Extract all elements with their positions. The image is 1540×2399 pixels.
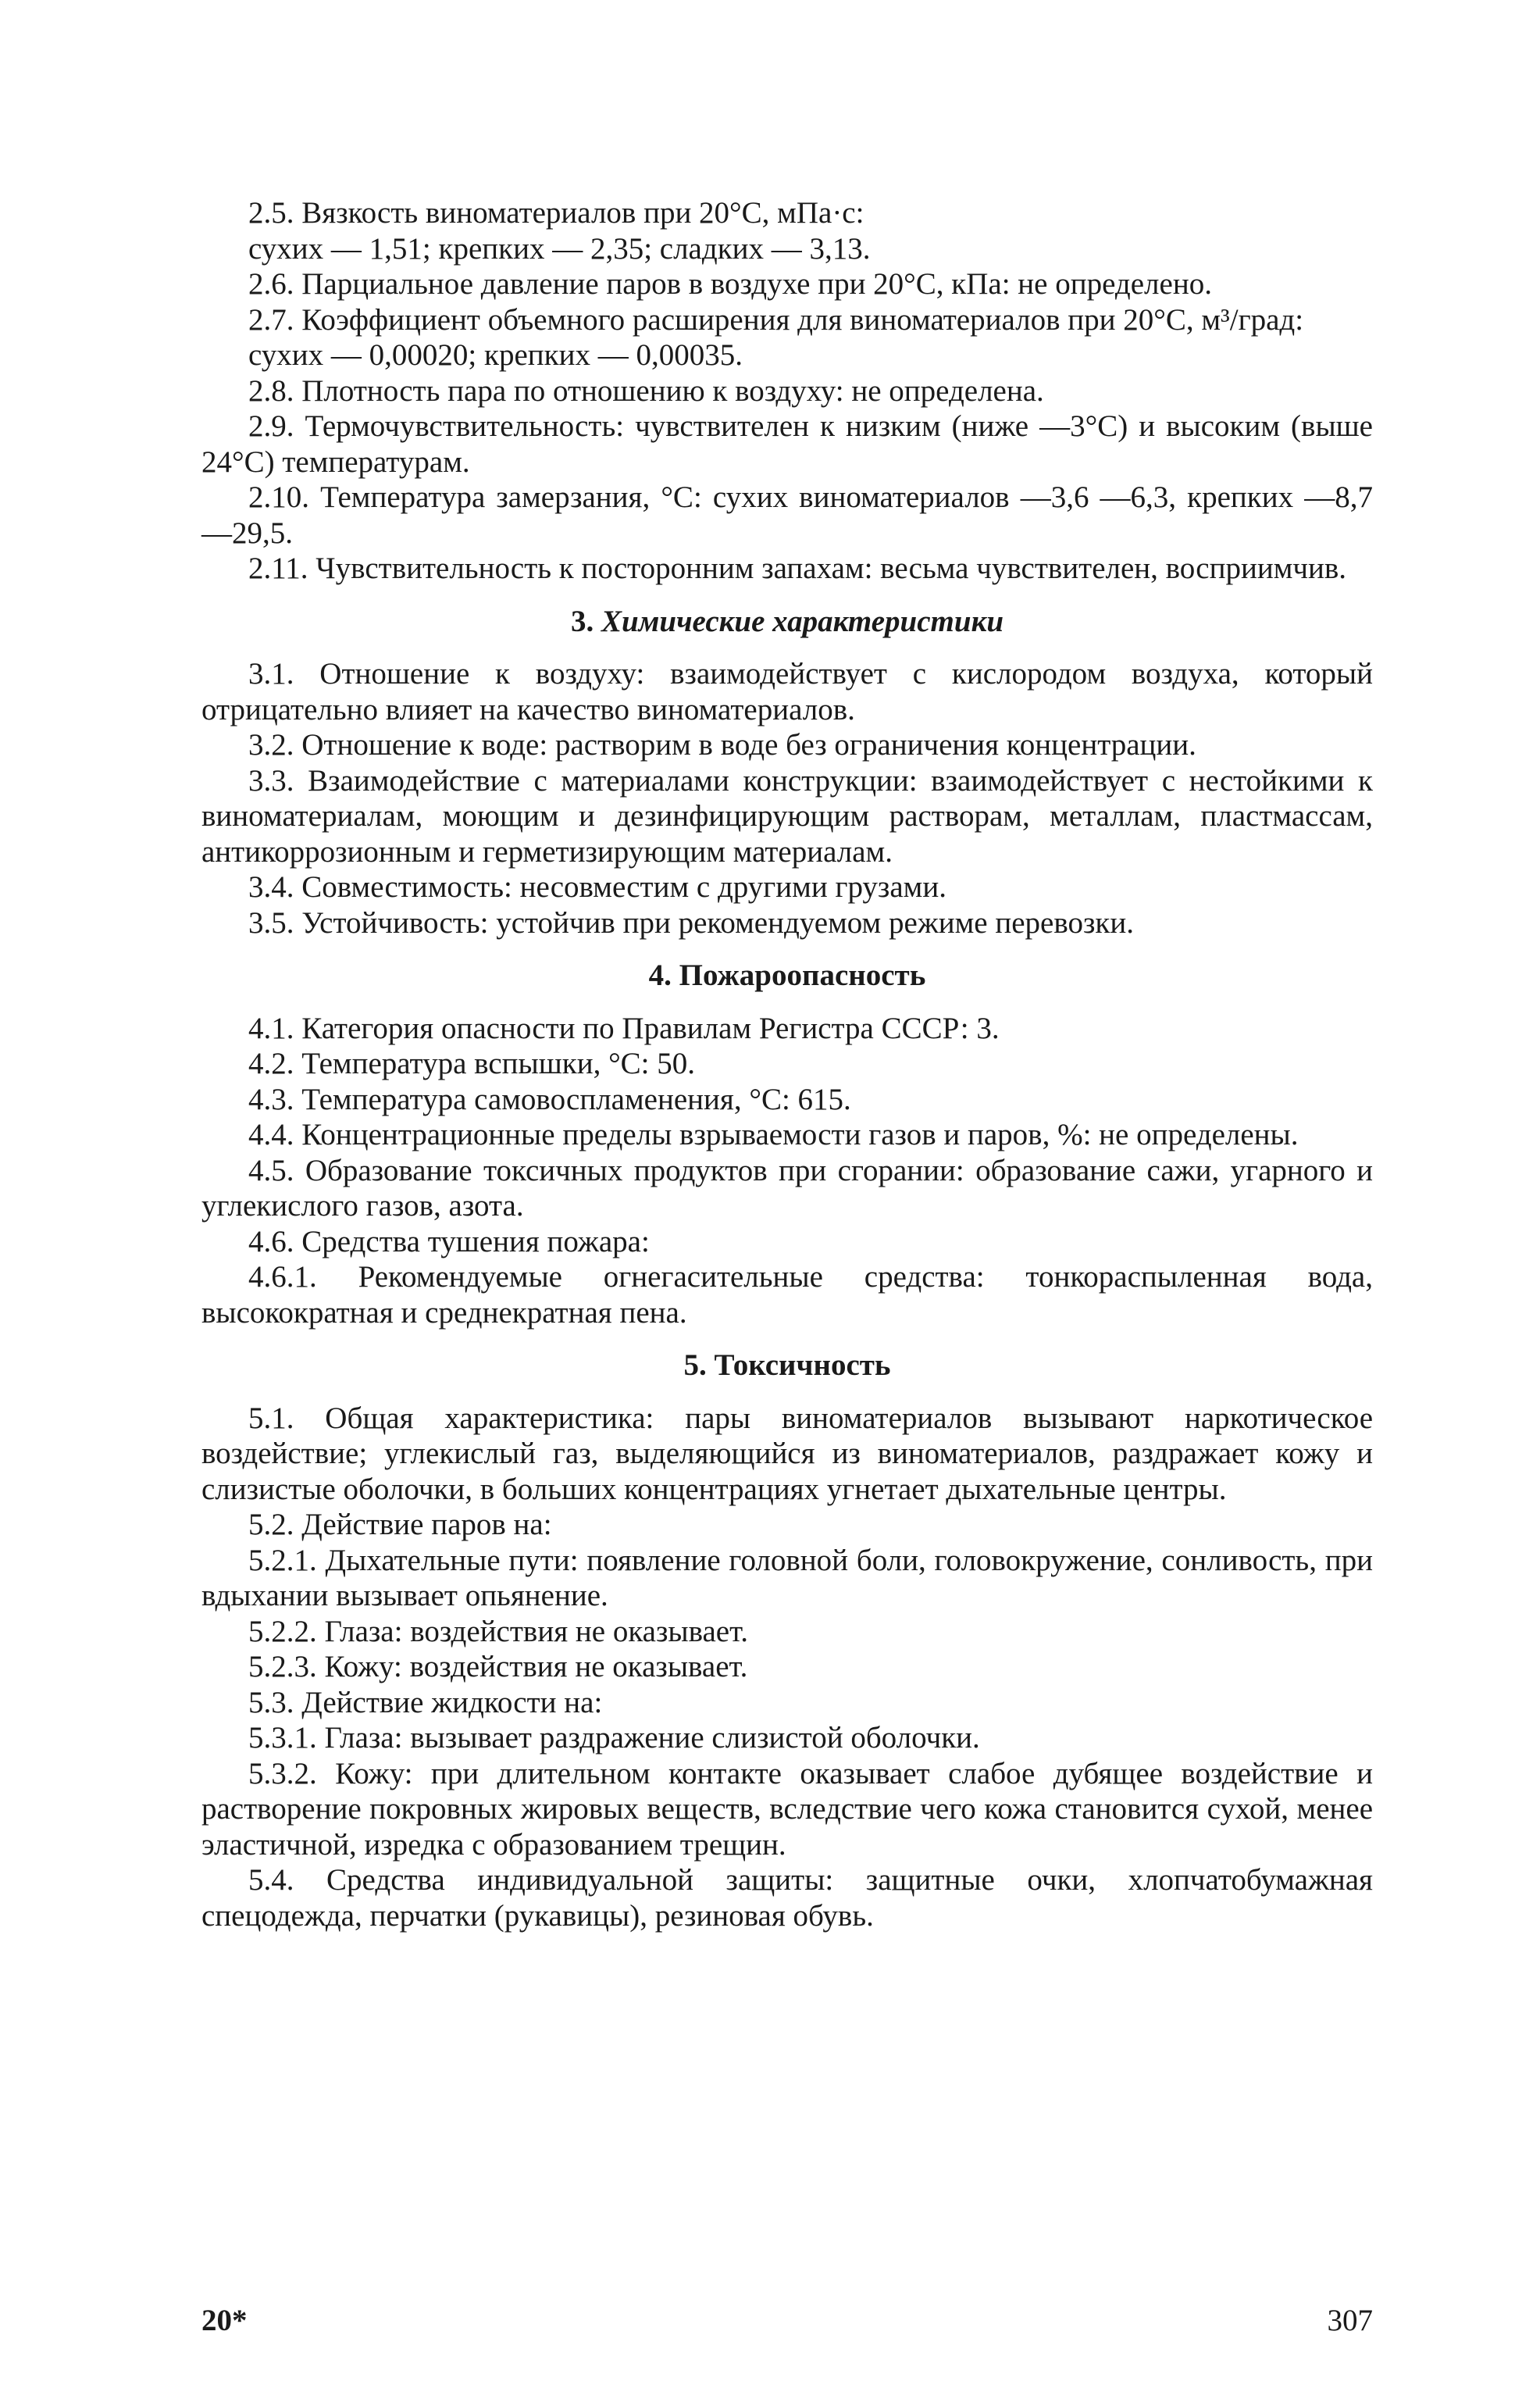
- paragraph-4-5: 4.5. Образование токсичных продуктов при сгорании: образование сажи, угарного и углекислого газов, азота.: [201, 1153, 1373, 1223]
- section-3-heading: [201, 604, 1373, 640]
- section-5-number: 5.: [683, 1348, 707, 1382]
- paragraph-2-11: 2.11. Чувствительность к посторонним запахам: весьма чувствителен, восприимчив.: [248, 552, 1347, 585]
- paragraph-2-9: 2.9. Термочувствительность: чувствителен к низким (ниже —3°С) и высоким (выше 24°С) температурам.: [201, 409, 1373, 479]
- paragraph-5-2-2: 5.2.2. Глаза: воздействия не оказывает.: [248, 1614, 748, 1648]
- paragraph-5-3-2: 5.3.2. Кожу: при длительном контакте оказывает слабое дубящее воздействие и растворение покровных жировых веществ, вследствие чего кожа становится сухой, менее эластичной, изредка с образованием трещин.: [201, 1756, 1373, 1862]
- section-4-number: 4.: [648, 959, 672, 992]
- paragraph-5-3: 5.3. Действие жидкости на:: [248, 1685, 603, 1719]
- paragraph-2-5-values: сухих — 1,51; крепких — 2,35; сладких — 3,13.: [248, 231, 871, 266]
- paragraph-3-3: 3.3. Взаимодействие с материалами конструкции: взаимодействует с нестойкими к виноматериалам, моющим и дезинфицирующим растворам, металлам, пластмассам, антикоррозионным и герметизирующим материалам.: [201, 763, 1373, 869]
- section-4-title: Пожароопасность: [679, 959, 926, 992]
- paragraph-5-1: 5.1. Общая характеристика: пары виноматериалов вызывают наркотическое воздействие; углекислый газ, выделяющийся из виноматериалов, раздражает кожу и слизистые оболочки, в больших концентрациях угнетает дыхательные центры.: [201, 1401, 1373, 1506]
- paragraph-4-6: 4.6. Средства тушения пожара:: [248, 1224, 650, 1258]
- paragraph-5-2: 5.2. Действие паров на:: [248, 1508, 552, 1541]
- paragraph-2-5: 2.5. Вязкость виноматериалов при 20°С, мПа·с:: [248, 196, 864, 230]
- section-5-heading: [201, 1348, 1373, 1383]
- signature-mark: 20*: [201, 2304, 248, 2337]
- paragraph-4-4: 4.4. Концентрационные пределы взрываемости газов и паров, %: не определены.: [248, 1118, 1299, 1151]
- section-3-number: 3.: [570, 604, 594, 638]
- paragraph-2-7-values: сухих — 0,00020; крепких — 0,00035.: [248, 338, 743, 372]
- paragraph-2-6: 2.6. Парциальное давление паров в воздухе при 20°С, кПа: не определено.: [248, 267, 1212, 301]
- paragraph-5-3-1: 5.3.1. Глаза: вызывает раздражение слизистой оболочки.: [248, 1721, 980, 1755]
- paragraph-5-4: 5.4. Средства индивидуальной защиты: защитные очки, хлопчатобумажная спецодежда, перчатки (рукавицы), резиновая обувь.: [201, 1863, 1373, 1933]
- paragraph-3-1: 3.1. Отношение к воздуху: взаимодействует с кислородом воздуха, который отрицательно влияет на качество виноматериалов.: [201, 657, 1373, 726]
- section-3-title: Химические характеристики: [601, 604, 1004, 638]
- page-body: [201, 195, 1373, 1933]
- paragraph-3-4: 3.4. Совместимость: несовместим с другими грузами.: [248, 870, 946, 904]
- paragraph-2-10: 2.10. Температура замерзания, °С: сухих виноматериалов —3,6 —6,3, крепких —8,7 —29,5.: [201, 480, 1373, 550]
- paragraph-5-2-3: 5.2.3. Кожу: воздействия не оказывает.: [248, 1650, 748, 1683]
- page-number: 307: [1327, 2304, 1373, 2337]
- paragraph-3-5: 3.5. Устойчивость: устойчив при рекомендуемом режиме перевозки.: [248, 905, 1134, 940]
- paragraph-4-2: 4.2. Температура вспышки, °С: 50.: [248, 1047, 696, 1080]
- section-5-title: Токсичность: [714, 1348, 891, 1382]
- paragraph-5-2-1: 5.2.1. Дыхательные пути: появление головной боли, головокружение, сонливость, при вдыхании вызывает опьянение.: [201, 1543, 1373, 1612]
- section-4-heading: [201, 958, 1373, 994]
- paragraph-3-2: 3.2. Отношение к воде: растворим в воде без ограничения концентрации.: [248, 728, 1196, 762]
- paragraph-2-8: 2.8. Плотность пара по отношению к воздуху: не определена.: [248, 373, 1044, 408]
- paragraph-4-3: 4.3. Температура самовоспламенения, °С: 615.: [248, 1082, 851, 1116]
- paragraph-2-7: 2.7. Коэффициент объемного расширения для виноматериалов при 20°С, м³/град:: [248, 302, 1304, 337]
- paragraph-4-6-1: 4.6.1. Рекомендуемые огнегасительные средства: тонкораспыленная вода, высокократная и среднекратная пена.: [201, 1260, 1373, 1330]
- paragraph-4-1: 4.1. Категория опасности по Правилам Регистра СССР: 3.: [248, 1011, 1000, 1045]
